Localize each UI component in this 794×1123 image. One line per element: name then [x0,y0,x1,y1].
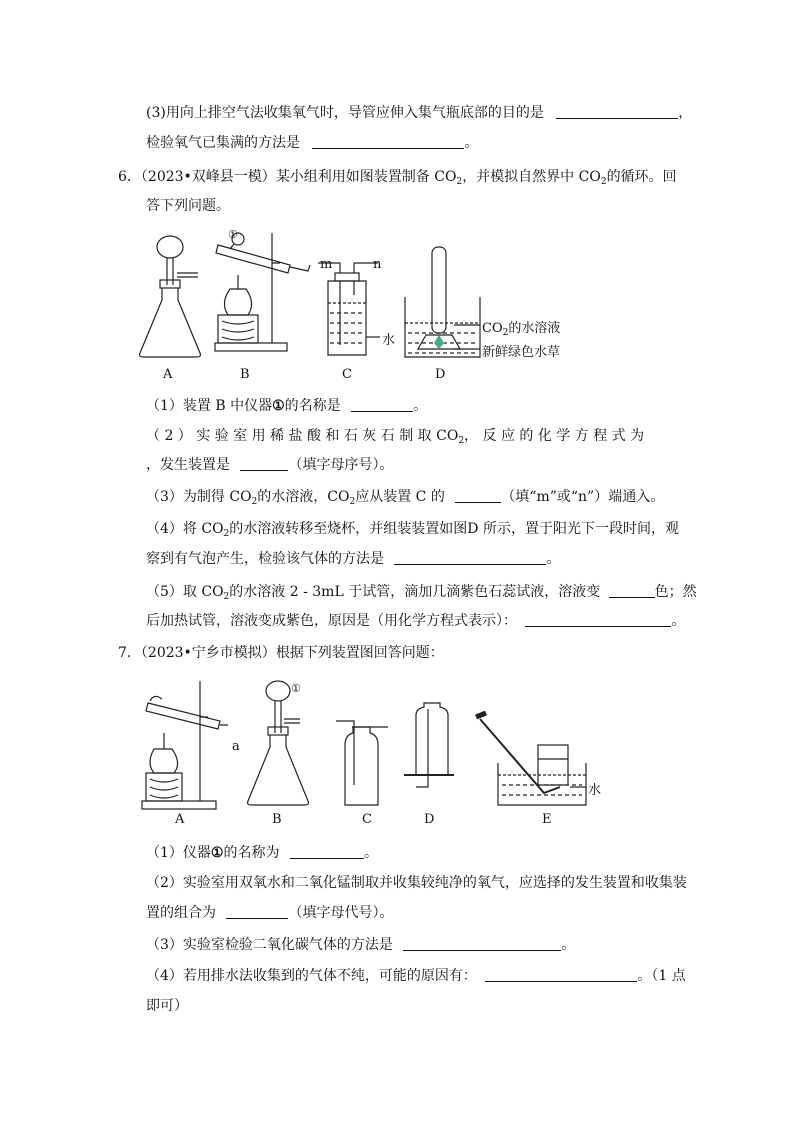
q6-p5b: 的水溶液 2 - 3mL 于试管，滴加几滴紫色石蕊试液，溶液变 [229,584,601,600]
q7-part2-line1 [146,873,687,893]
q6-p3d: （填“m”或“n”）端通入。 [501,489,665,505]
alcohol-lamp [224,289,251,315]
test-tube-b [216,245,290,273]
q7-p2b: 置的组合为 [146,905,216,921]
question-source: （2023•宁乡市模拟） [140,645,276,661]
q7-apparatus-drawing [140,675,610,835]
fig-label-c: C [362,812,372,827]
subscript: 2 [349,497,356,507]
plant-label: 新鲜绿色水草 [482,345,561,360]
q6-part5-line1 [146,582,697,602]
q6-p4b: 的水溶液转移至烧杯，并组装装置如图D 所示，置于阳光下一段时间，观 [229,521,679,537]
q7-p4a: （4）若用排水法收集到的气体不纯，可能的原因有： [146,968,477,984]
answer-blank[interactable] [525,612,671,627]
q7-p2c: （填字母代号）。 [288,905,394,921]
q6-part2-line1 [146,426,644,446]
beaker-d [405,297,480,357]
q6-stem-d: 答下列问题。 [146,198,230,214]
q7-part1 [146,843,378,863]
q7-p4c: 即可） [146,998,188,1014]
fig-label-d: D [424,812,435,827]
q7-p1d: 。 [363,845,378,861]
co2-solution-text: 的水溶液 [508,321,561,336]
instrument-marker: ① [291,682,301,695]
answer-blank[interactable] [351,397,413,412]
port-n-label: n [373,257,382,272]
instrument-marker: ① [228,228,238,241]
water-label: 水 [382,333,396,348]
bottle-c [345,727,378,805]
q6-p2b: ， 反 应 的 化 学 方 程 式 为 [464,428,645,444]
q6-part4-line2 [146,549,560,569]
stand-base [215,343,287,351]
q6-apparatus-figure [130,225,590,390]
circle-number: ① [210,845,224,861]
q7-p1a: （1）仪器 [146,845,211,861]
port-m-label: m [320,257,333,272]
flask-a [140,288,201,357]
q6-stem-line2 [146,196,230,216]
flask-b [248,735,309,805]
q7-p3b: 。 [561,937,576,953]
subscript: 2 [456,177,463,187]
fig-label-a: A [163,367,173,382]
inverted-tube [432,247,446,333]
co2-solution-label [482,317,560,336]
q7-p1c: 的名称为 [223,845,280,861]
fig-label-c: C [342,367,352,382]
q6-p1c: 的名称是 [284,398,341,414]
question-source: （2023•双峰县一模） [140,169,276,185]
answer-blank[interactable] [312,134,464,149]
q7-part4-line1 [146,966,686,986]
q6-p2d: （填字母序号）。 [288,457,394,473]
q6-p1a: （1）装置 B 中仪器 [146,398,273,414]
test-tube-a [146,703,220,729]
q7-stem [118,643,444,663]
subscript: 2 [600,177,607,187]
answer-blank[interactable] [226,904,288,919]
q6-p2a: （ 2 ） 实 验 室 用 稀 盐 酸 和 石 灰 石 制 取 CO [146,428,459,444]
port-a-label: a [232,739,240,754]
subscript: 2 [458,436,465,446]
q5-part3-text: (3)用向上排空气法收集氧气时，导管应伸入集气瓶底部的目的是 [146,105,544,121]
q6-stem-c: 的循环。回 [606,169,677,185]
question-number: 6． [118,169,141,185]
q6-stem-a: 某小组利用如图装置制备 CO [275,169,457,185]
comma: ， [678,105,693,121]
q6-p5d: 后加热试管，溶液变成紫色，原因是（用化学方程式表示）： [146,613,517,629]
q6-p4a: （4）将 CO [146,521,224,537]
q6-part5-line2 [146,611,685,631]
q6-stem-b: ，并模拟自然界中 CO [462,169,601,185]
fig-label-a: A [175,812,185,827]
q5-part3-text-b: 检验氧气已集满的方法是 [146,135,300,151]
co2-formula: CO [482,321,503,336]
q6-p5e: 。 [671,613,686,629]
q6-p4d: 。 [546,551,561,567]
q7-p3a: （3）实验室检验二氧化碳气体的方法是 [146,937,393,953]
q6-p5a: （5）取 CO [146,584,224,600]
q6-p3a: （3）为制得 CO [146,489,252,505]
q7-part4-line2 [146,996,188,1016]
q7-apparatus-figure [140,675,610,835]
water-trough [498,763,586,805]
q6-p3b: 的水溶液，CO [257,489,350,505]
period: 。 [413,398,428,414]
q6-part2-line2 [146,455,393,475]
q6-p5c: 色；然 [654,584,697,600]
answer-blank[interactable] [290,844,364,859]
answer-blank[interactable] [556,104,678,119]
answer-blank[interactable] [485,967,637,982]
bottle-d [416,703,448,775]
question-number: 7． [118,645,141,661]
q6-part4-line1 [146,519,679,539]
q7-stem-text: 根据下列装置图回答问题： [275,645,444,661]
q7-part2-line2 [146,903,393,923]
circle-number: ① [272,398,285,414]
subscript: 2 [223,592,230,602]
q6-part1 [146,396,427,416]
q7-p2a: （2）实验室用双氧水和二氧化锰制取并收集较纯净的氧气，应选择的发生装置和收集装 [146,875,687,891]
answer-blank[interactable] [455,488,501,503]
q7-part3 [146,935,575,955]
q6-apparatus-drawing [130,225,590,390]
period: 。 [464,135,479,151]
funnel-bulb [157,236,183,258]
subscript: 2 [251,497,258,507]
fig-label-e: E [542,812,552,827]
q5-part3-line2 [146,133,478,153]
fig-label-d: D [435,367,446,382]
fig-label-b: B [272,812,282,827]
q5-part3-line1 [146,103,692,123]
q6-p2c: ，发生装置是 [146,457,230,473]
alcohol-lamp-a [150,749,178,773]
q6-p4c: 察到有气泡产生，检验该气体的方法是 [146,551,384,567]
subscript: 2 [502,328,509,338]
water-label: 水 [588,783,602,798]
q6-part3 [146,487,664,507]
q6-p3c: 应从装置 C 的 [355,489,445,505]
q7-p4b: 。（1 点 [637,968,686,984]
water-plant [434,335,444,349]
answer-blank[interactable] [394,550,546,565]
fig-label-b: B [240,367,250,382]
answer-blank[interactable] [609,583,655,598]
subscript: 2 [223,529,230,539]
answer-blank[interactable] [403,936,561,951]
q6-stem-line1 [118,167,677,187]
answer-blank[interactable] [240,456,288,471]
bottle-c [328,281,366,355]
